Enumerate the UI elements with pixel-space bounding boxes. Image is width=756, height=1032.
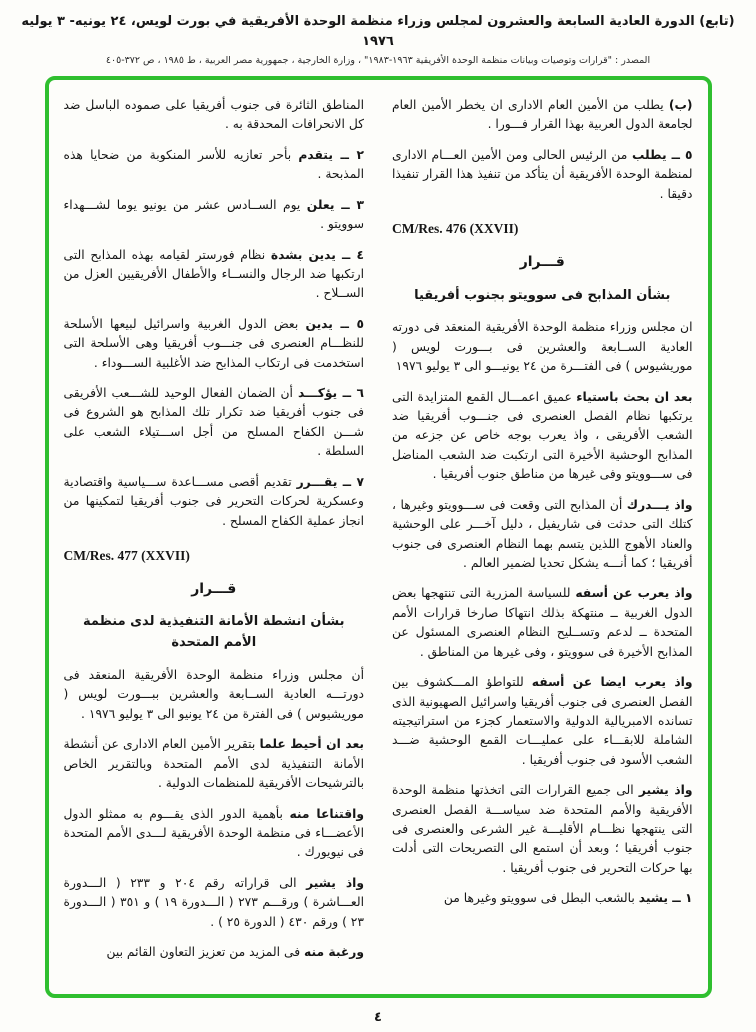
paragraph-text: فى المزيد من تعزيز التعاون القائم بين bbox=[106, 945, 305, 960]
paragraph-lead: واقتناعا منه bbox=[289, 806, 364, 821]
paragraph bbox=[64, 735, 365, 793]
paragraph-lead: (ب) bbox=[668, 98, 693, 112]
paragraph-text: بأهمية الدور الذى يقـــوم به ممثلو الدول الأعضـــاء فى منظمة الوحدة الأفريقية لـــدى الأمم المتحدة فى نيويورك . bbox=[63, 806, 364, 860]
paragraph-text: الى جميع القرارات التى اتخذتها منظمة الوحدة الأفريقية والأمم المتحدة ضد سياســـة الفصل العنصرى التى ينتهجها نظـــام الأقليـــة غير الشرعى والعنصرى فى جنوب أفريقيا ؛ وبعد أن استمع الى التصريحات التى أدلت بها حركات التحرير فى جنوب أفريقيا . bbox=[392, 783, 693, 875]
paragraph-text: للتواطؤ المـــكشوف بين الفصل العنصرى فى جنوب أفريقيا واسرائيل الصهيونية الذى تسانده الامبريالية الدولية والاستعمار كجزء من استراتيجيته الشاملة للابقـــاء على عمليـــات القمع الوحشية ضـــد الشعب الأسود فى جنوب أفريقيا . bbox=[392, 675, 693, 767]
paragraph-text: الى قراراته رقم ٢٠٤ و ٢٣٣ ( الـــدورة العـــاشرة ) ورقـــم ٢٧٣ ( الـــدورة ١٩ ) و ٣٥١ ( الـــدورة ٢٣ ) ورقم ٤٣٠ ( الدورة ٢٥ ) . bbox=[63, 875, 364, 929]
paragraph-lead: ٥ ــ يطلب bbox=[631, 147, 693, 162]
paragraph-text: تقديم أقصى مســـاعدة ســـياسية واقتصادية وعسكرية لحركات التحرير فى جنوب أفريقيا لتمكينها من انجاز عملية الكفاح المسلح . bbox=[63, 474, 364, 528]
paragraph bbox=[392, 673, 693, 770]
paragraph-lead: ١ ــ يشيد bbox=[638, 891, 693, 906]
paragraph bbox=[64, 943, 365, 962]
paragraph bbox=[392, 96, 693, 135]
paragraph-text: بتقرير الأمين العام الادارى عن أنشطة الأمانة التنفيذية لدى الأمم المتحدة وبالتقرير الخاص بالترشيحات الأفريقية للمنظمات الدولية . bbox=[63, 737, 364, 791]
paragraph bbox=[64, 246, 365, 304]
header-source-note: المصدر : "قرارات وتوصيات وبيانات منظمة الوحدة الأفريقية ١٩٦٣-١٩٨٣" ، وزارة الخارجية ، جمهورية مصر العربية ، ط ١٩٨٥ ، ص ٣٧٢-٤٠٥ bbox=[105, 55, 651, 66]
paragraph bbox=[392, 584, 693, 662]
paragraph-text: أن المذابح التى وقعت فى ســـوويتو وغيرها ، كتلك التى حدثت فى شاريفيل ، دليل آخـــر على الوحشية والعناد الأهوج اللذين يتسم بهما النظام العنصرى فى جنوب أفريقيا ؛ كما أنـــه يشكل تحديا لضمير العالم . bbox=[392, 497, 693, 570]
paragraph-text: للسياسة المزرية التى تنتهجها بعض الدول الغربية ــ منتهكة بذلك انتهاكا صارخا قرارات الأمم المتحدة ــ لدعم وتســليح النظام العنصرى المسئول عن المذابح الأخيرة فى سوويتو ، وفى غيرها من المناطق . bbox=[392, 586, 693, 659]
paragraph-text: أن الضمان الفعال الوحيد للشـــعب الأفريقى فى جنوب أفريقيا ضد تكرار تلك المذابح هو الشروع فى شـــن الكفاح المسلح من أجل اســـتيلاء الشعب على السلطة . bbox=[63, 386, 364, 459]
paragraph-text: بعض الدول الغربية واسرائيل لبيعها الأسلحة للنظـــام العنصرى فى جنـــوب أفريقيا وهى الأسلحة التى استخدمت فى ارتكاب المذابح ضد الأغلبية الســـوداء . bbox=[63, 316, 364, 370]
paragraph-lead: ٤ ــ يدين بشدة bbox=[270, 247, 364, 262]
resolution-heading: قـــرار bbox=[191, 581, 237, 598]
paragraph-text: نظام فورستر لقيامه بهذه المذابح التى ارتكبها ضد الرجال والنســاء والأطفال الأفريقيين العزل من الســلاح . bbox=[63, 247, 364, 301]
resolution-ref-476: CM/Res. 476 (XXVII) bbox=[392, 221, 519, 237]
paragraph-text: بالشعب البطل فى سوويتو وغيرها من bbox=[443, 891, 639, 906]
paragraph-lead: بعد ان بحث باستياء bbox=[576, 389, 693, 404]
paragraph bbox=[392, 318, 693, 376]
paragraph bbox=[64, 196, 365, 235]
column-left bbox=[64, 96, 365, 984]
resolution-subject: بشأن انشطة الأمانة التنفيذية لدى منظمة الأمم المتحدة bbox=[83, 614, 345, 651]
paragraph-lead: واذ يـــدرك bbox=[626, 497, 693, 512]
paragraph-lead: بعد ان أحيط علما bbox=[259, 737, 365, 752]
paragraph-lead: واذ يعرب ايضا عن أسفه bbox=[531, 675, 693, 690]
paragraph-text: أن مجلس وزراء منظمة الوحدة الأفريقية المنعقد فى دورتـــه العادية الســابعة والعشرين ببـــورت لويس ( موريشيوس ) فى الفترة من ٢٤ يونيو الى ٣ يوليو ١٩٧٦ . bbox=[63, 668, 364, 721]
paragraph-lead: واذ يعرب عن أسفه bbox=[575, 586, 693, 601]
document-footer bbox=[0, 1010, 756, 1025]
header-session-title: (تابع) الدورة العادية السابعة والعشرون لمجلس وزراء منظمة الوحدة الأفريقية في بورت لويس، ٢٤ يونيه- ٣ يوليه ١٩٧٦ bbox=[21, 14, 735, 49]
paragraph-lead: واذ يشير bbox=[638, 783, 693, 798]
paragraph bbox=[392, 146, 693, 204]
paragraph bbox=[64, 473, 365, 531]
paragraph bbox=[64, 146, 365, 185]
resolution-heading: قـــرار bbox=[519, 254, 565, 271]
paragraph bbox=[64, 96, 365, 135]
document-header bbox=[0, 0, 756, 66]
paragraph bbox=[64, 805, 365, 863]
paragraph bbox=[64, 384, 365, 462]
paragraph-text: يطلب من الأمين العام الادارى ان يخطر الأمين العام لجامعة الدول العربية بهذا القرار فـــورا . bbox=[392, 98, 693, 132]
page-number: ٤ bbox=[374, 1010, 382, 1025]
paragraph-lead: ٣ ــ يعلن bbox=[306, 197, 364, 212]
paragraph-lead: ٥ ــ يدين bbox=[305, 316, 365, 331]
paragraph bbox=[64, 874, 365, 932]
paragraph bbox=[392, 889, 693, 908]
paragraph-lead: ورغبة منه bbox=[304, 945, 364, 960]
paragraph bbox=[392, 496, 693, 574]
paragraph bbox=[64, 666, 365, 724]
two-column-body bbox=[64, 96, 693, 984]
paragraph-lead: ٦ ــ يؤكـــد bbox=[297, 386, 364, 401]
paragraph-text: بأحر تعازيه للأسر المنكوبة من ضحايا هذه المذبحة . bbox=[63, 147, 364, 182]
paragraph-lead: ٢ ــ يتقدم bbox=[298, 147, 364, 162]
paragraph-text: عميق اعمـــال القمع المتزايدة التى يرتكبها نظام الفصل العنصرى فى جنـــوب أفريقيا ضد الشعب الأفريقى ، واذ يعرب بوجه خاص عن جزعه من المذابح الوحشية الأخيرة التى ارتكبت ضد الشعب المناضل فى ســـوويتو وفى غيرها من مناطق جنوب أفريقيا . bbox=[392, 389, 693, 482]
paragraph-lead: ٧ ــ يقـــرر bbox=[296, 474, 364, 489]
resolution-ref-477: CM/Res. 477 (XXVII) bbox=[63, 548, 190, 564]
paragraph-text: يوم الســادس عشر من يونيو يوما لشـــهداء سوويتو . bbox=[63, 197, 364, 232]
paragraph-text: المناطق الثائرة فى جنوب أفريقيا على صموده الباسل ضد كل الانحرافات المحدقة به . bbox=[63, 98, 364, 132]
resolution-subject: بشأن المذابح فى سوويتو بجنوب أفريقيا bbox=[414, 287, 671, 303]
paragraph-lead: واذ يشير bbox=[306, 875, 365, 890]
paragraph bbox=[392, 781, 693, 878]
paragraph-text: ان مجلس وزراء منظمة الوحدة الأفريقية المنعقد فى دورته العادية الســابعة والعشرين فى بـــورت لويس ( موريشيوس ) فى الفتـــرة من ٢٤ يونيـــو الى ٣ يوليو ١٩٧٦ bbox=[392, 320, 693, 374]
column-right bbox=[392, 96, 693, 984]
paragraph bbox=[392, 388, 693, 485]
paragraph bbox=[64, 315, 365, 373]
paragraph-text: من الرئيس الحالى ومن الأمين العـــام الادارى لمنظمة الوحدة الأفريقية أن يتأكد من تنفيذ هذا القرار تنفيذا دقيقا . bbox=[392, 147, 693, 201]
highlight-border bbox=[45, 76, 712, 998]
